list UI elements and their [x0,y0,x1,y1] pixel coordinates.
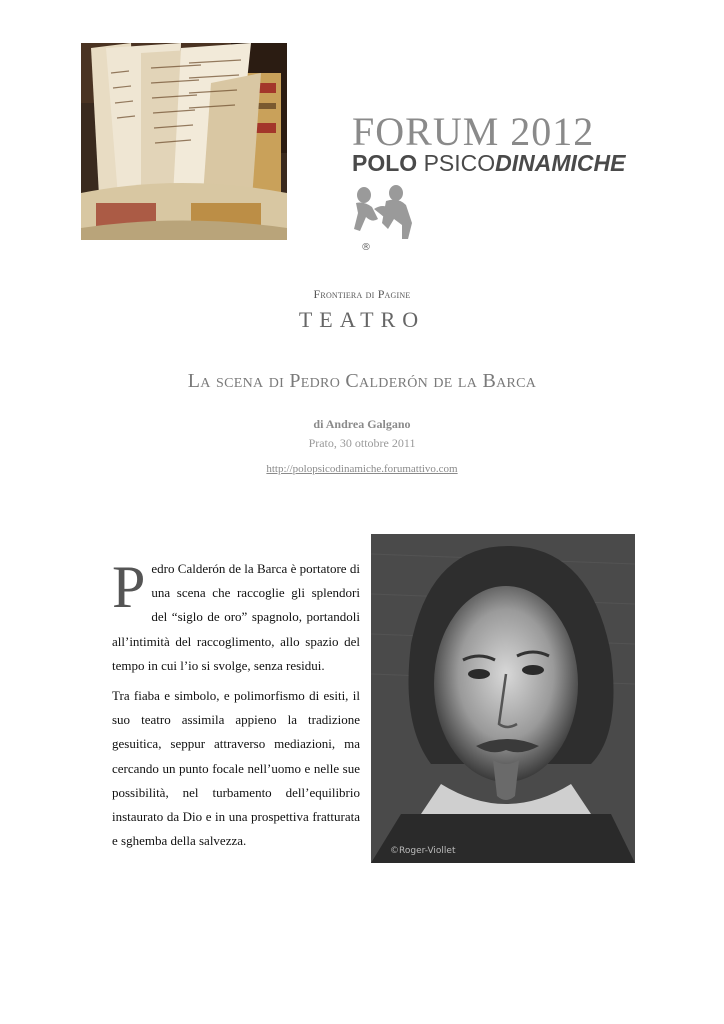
section-kicker: Frontiera di Pagine [313,287,411,301]
logo-sub-italic: DINAMICHE [495,150,626,176]
registered-mark: ® [361,242,371,253]
portrait-image [371,534,635,863]
article-author: di Andrea Galgano [313,417,411,431]
article-body [112,554,360,859]
paragraph-1 [112,554,360,678]
logo-subtitle [352,150,625,176]
article-title: La scena di Pedro Calderón de la Barca [187,370,537,392]
logo-sub-regular: PSICO [423,150,496,176]
logo-sub-bold: POLO [352,150,418,176]
paragraph-2: Tra fiaba e simbolo, e polimorfismo di esiti, il suo teatro assimila appieno la tradizione gesuitica, seppur attraverso mediazioni, ma cercando un punto focale nell’uomo e nelle sue possibilità, nel turbamento dell’equilibrio instaurato da Dio e in una prospettiva fratturata e sghemba della salvezza. [112,688,360,849]
forum-link[interactable]: http://polopsicodinamiche.forumattivo.com [266,463,458,475]
logo-figures-icon [350,183,420,241]
paragraph-1-text: edro Calderón de la Barca è portatore di una scena che raccoglie gli splendori del “siglo de oro” spagnolo, portandoli all’intimità del raccoglimento, allo spazio del tempo in cui l’io si svolge, senza residui. [112,561,360,673]
photo-credit: ©Roger-Viollet [390,846,456,856]
book-image [81,43,287,240]
article-date: Prato, 30 ottobre 2011 [308,436,416,450]
drop-cap: P [112,554,146,620]
logo-title: FORUM 2012 [352,109,595,154]
section-heading: TEATRO [298,307,426,332]
